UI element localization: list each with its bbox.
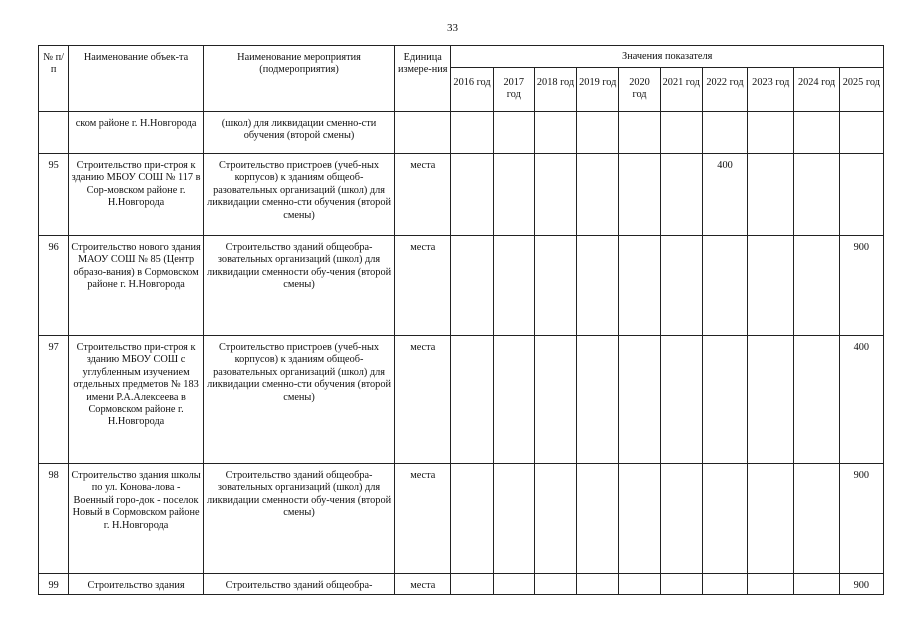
header-unit: Единица измере-ния: [395, 46, 451, 112]
row-measure-name: Строительство зданий общеобра-зовательных организаций (школ) для ликвидации сменности обу-чения (второй смены): [203, 236, 394, 336]
row-year-value: [534, 236, 576, 336]
row-year-value: 400: [702, 154, 747, 236]
row-object-name: Строительство нового здания МАОУ СОШ № 85 (Центр образо-вания) в Сормовском районе г. Н.Новгорода: [69, 236, 204, 336]
row-year-value: [577, 154, 619, 236]
row-num: 96: [39, 236, 69, 336]
row-year-value: [577, 336, 619, 464]
header-year: 2019 год: [577, 68, 619, 112]
header-year: 2018 год: [534, 68, 576, 112]
header-num: № п/п: [39, 46, 69, 112]
header-object: Наименование объек-та: [69, 46, 204, 112]
row-year-value: [839, 154, 883, 236]
row-year-value: [451, 236, 493, 336]
row-year-value: [660, 112, 702, 154]
row-object-name: Строительство здания школы по ул. Конова-лова - Военный горо-док - поселок Новый в Сормовском районе г. Н.Новгорода: [69, 464, 204, 574]
row-num: 99: [39, 574, 69, 595]
row-year-value: [619, 464, 660, 574]
row-year-value: [493, 236, 534, 336]
row-year-value: [534, 154, 576, 236]
row-year-value: [451, 336, 493, 464]
row-year-value: [451, 574, 493, 595]
row-year-value: [493, 154, 534, 236]
header-year: 2024 год: [794, 68, 839, 112]
row-year-value: [794, 112, 839, 154]
row-year-value: [748, 574, 794, 595]
row-year-value: [702, 336, 747, 464]
header-year: 2025 год: [839, 68, 883, 112]
row-num: [39, 112, 69, 154]
row-unit: места: [395, 464, 451, 574]
row-year-value: [748, 154, 794, 236]
row-year-value: [660, 574, 702, 595]
row-year-value: [619, 336, 660, 464]
row-year-value: [702, 236, 747, 336]
row-year-value: [702, 574, 747, 595]
row-year-value: [534, 336, 576, 464]
row-year-value: [577, 236, 619, 336]
row-year-value: 400: [839, 336, 883, 464]
row-year-value: [493, 574, 534, 595]
header-year: 2022 год: [702, 68, 747, 112]
row-year-value: [451, 154, 493, 236]
row-year-value: 900: [839, 464, 883, 574]
header-measure: Наименование мероприятия (подмероприятия): [203, 46, 394, 112]
row-unit: места: [395, 574, 451, 595]
row-year-value: [702, 112, 747, 154]
row-year-value: [577, 464, 619, 574]
row-year-value: [493, 464, 534, 574]
row-year-value: [619, 112, 660, 154]
row-unit: места: [395, 336, 451, 464]
table-row: [39, 236, 884, 336]
row-year-value: [702, 464, 747, 574]
row-measure-name: Строительство пристроев (учеб-ных корпусов) к зданиям общеоб-разовательных организаций (школ) для ликвидации сменно-сти обучения (второй смены): [203, 336, 394, 464]
header-year: 2023 год: [748, 68, 794, 112]
row-year-value: [794, 336, 839, 464]
row-object-name: ском районе г. Н.Новгорода: [69, 112, 204, 154]
row-year-value: [660, 236, 702, 336]
row-measure-name: Строительство зданий общеобра-: [203, 574, 394, 595]
page-number: 33: [447, 22, 458, 34]
row-year-value: [794, 464, 839, 574]
table-row: [39, 574, 884, 595]
row-year-value: [660, 154, 702, 236]
row-year-value: [794, 236, 839, 336]
header-year: 2017 год: [493, 68, 534, 112]
row-object-name: Строительство при-строя к зданию МБОУ СОШ № 117 в Сор-мовском районе г. Н.Новгорода: [69, 154, 204, 236]
table-row: [39, 112, 884, 154]
row-object-name: Строительство при-строя к зданию МБОУ СОШ с углубленным изучением отдельных предметов № 183 имени Р.А.Алексеева в Сормовском районе г. Н.Новгорода: [69, 336, 204, 464]
row-num: 97: [39, 336, 69, 464]
row-year-value: [748, 336, 794, 464]
row-num: 95: [39, 154, 69, 236]
row-num: 98: [39, 464, 69, 574]
table-row: [39, 464, 884, 574]
row-year-value: [839, 112, 883, 154]
row-year-value: [619, 154, 660, 236]
row-year-value: [534, 574, 576, 595]
row-year-value: [748, 236, 794, 336]
row-year-value: [493, 112, 534, 154]
row-year-value: [451, 464, 493, 574]
row-unit: места: [395, 154, 451, 236]
row-year-value: [660, 464, 702, 574]
row-year-value: 900: [839, 574, 883, 595]
row-year-value: [748, 464, 794, 574]
header-year: 2020 год: [619, 68, 660, 112]
row-year-value: 900: [839, 236, 883, 336]
row-measure-name: Строительство зданий общеобра-зовательных организаций (школ) для ликвидации сменности обу-чения (второй смены): [203, 464, 394, 574]
row-year-value: [493, 336, 534, 464]
row-year-value: [660, 336, 702, 464]
header-year: 2021 год: [660, 68, 702, 112]
row-year-value: [534, 464, 576, 574]
table-row: [39, 336, 884, 464]
row-unit: [395, 112, 451, 154]
row-year-value: [451, 112, 493, 154]
row-measure-name: Строительство пристроев (учеб-ных корпусов) к зданиям общеоб-разовательных организаций (школ) для ликвидации сменно-сти обучения (второй смены): [203, 154, 394, 236]
indicator-table: [38, 45, 884, 595]
table-row: [39, 154, 884, 236]
row-year-value: [794, 574, 839, 595]
header-values: Значения показателя: [451, 46, 884, 68]
row-unit: места: [395, 236, 451, 336]
row-year-value: [619, 236, 660, 336]
row-year-value: [748, 112, 794, 154]
row-measure-name: (школ) для ликвидации сменно-сти обучения (второй смены): [203, 112, 394, 154]
row-object-name: Строительство здания: [69, 574, 204, 595]
row-year-value: [577, 574, 619, 595]
header-year: 2016 год: [451, 68, 493, 112]
row-year-value: [619, 574, 660, 595]
row-year-value: [577, 112, 619, 154]
row-year-value: [534, 112, 576, 154]
row-year-value: [794, 154, 839, 236]
